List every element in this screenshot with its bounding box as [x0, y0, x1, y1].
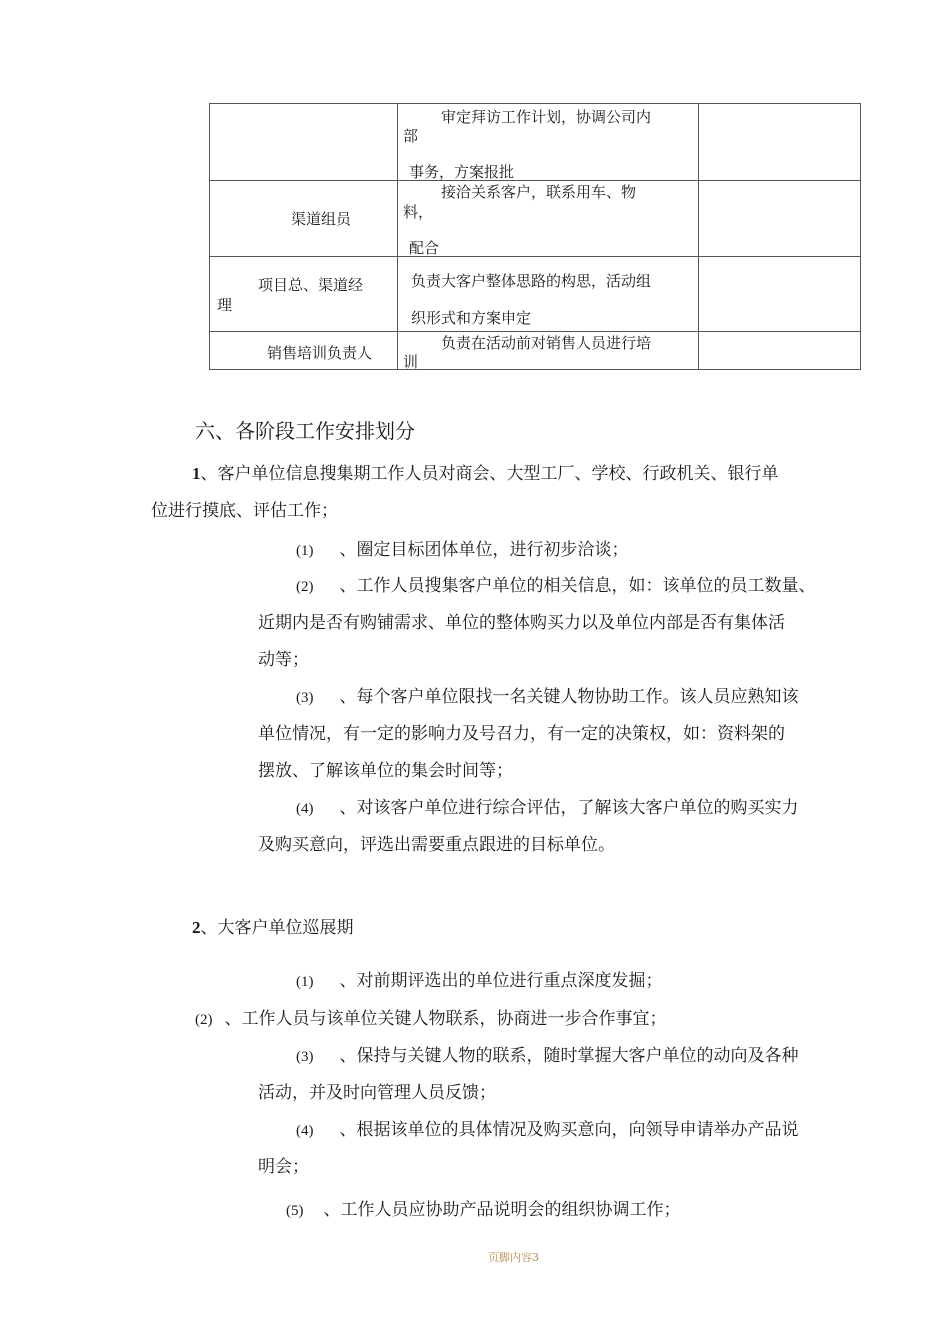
table-cell-duty: 事务，方案报批 [409, 163, 515, 181]
row-divider [210, 180, 860, 181]
part-number: 1 [192, 464, 201, 483]
item-number: (4) [296, 1123, 314, 1139]
item-number: (2) [296, 579, 314, 595]
part1-title [192, 459, 779, 484]
column-divider [397, 104, 398, 369]
item-number: (3) [296, 690, 314, 706]
item-text-cont: 单位情况，有一定的影响力及号召力，有一定的决策权，如：资料架的 [258, 724, 785, 744]
item-number: (5) [286, 1203, 304, 1219]
item-text: 、对前期评选出的单位进行重点深度发掘； [339, 971, 663, 991]
part-title-text: 、客户单位信息搜集期工作人员对商会、大型工厂、学校、行政机关、银行单 [200, 464, 779, 484]
table-cell-role: 项目总、渠道经 [258, 276, 364, 294]
section-heading: 六、各阶段工作安排划分 [195, 419, 415, 443]
list-item [296, 793, 799, 818]
page-footer: 页脚内容3 [488, 1251, 539, 1264]
list-item [296, 966, 663, 991]
table-cell-duty: 训 [403, 353, 419, 371]
table-cell-duty: 负责大客户整体思路的构思，活动组 [411, 272, 652, 290]
table-cell-duty: 接洽关系客户，联系用车、物 [441, 183, 637, 201]
row-divider [210, 331, 860, 332]
table-cell-duty: 部 [403, 127, 419, 145]
item-text: 、每个客户单位限找一名关键人物协助工作。该人员应熟知该 [339, 687, 799, 707]
table-cell-role: 理 [217, 296, 233, 314]
part-title-text: 、大客户单位巡展期 [200, 918, 354, 938]
item-number: (1) [296, 543, 314, 559]
column-divider [698, 104, 699, 369]
row-divider [210, 256, 860, 257]
item-text-cont: 及购买意向，评选出需要重点跟进的目标单位。 [258, 835, 615, 855]
part1-title-cont: 位进行摸底、评估工作； [151, 501, 338, 521]
part2-title [192, 913, 354, 938]
table-cell-duty: 配合 [409, 239, 440, 257]
table-cell-role: 渠道组员 [291, 210, 352, 228]
item-text-cont: 明会； [258, 1157, 309, 1177]
item-text-cont: 活动，并及时向管理人员反馈； [258, 1083, 496, 1103]
list-item [195, 1004, 667, 1029]
list-item [286, 1195, 681, 1220]
item-number: (4) [296, 801, 314, 817]
responsibility-table [209, 103, 861, 370]
item-text: 、对该客户单位进行综合评估，了解该大客户单位的购买实力 [339, 798, 799, 818]
item-number: (2) [195, 1012, 213, 1028]
item-text: 、圈定目标团体单位，进行初步洽谈； [339, 540, 629, 560]
part-number: 2 [192, 918, 201, 937]
table-cell-duty: 审定拜访工作计划，协调公司内 [441, 108, 652, 126]
table-cell-duty: 料， [403, 203, 434, 221]
list-item [296, 1041, 799, 1066]
item-text: 、工作人员与该单位关键人物联系，协商进一步合作事宜； [224, 1009, 667, 1029]
item-text: 、根据该单位的具体情况及购买意向，向领导申请举办产品说 [339, 1120, 799, 1140]
item-text: 、保持与关键人物的联系，随时掌握大客户单位的动向及各种 [339, 1046, 799, 1066]
item-text-cont: 摆放、了解该单位的集会时间等； [258, 761, 513, 781]
item-number: (1) [296, 974, 314, 990]
item-text-cont: 动等； [258, 650, 309, 670]
item-text-cont: 近期内是否有购铺需求、单位的整体购买力以及单位内部是否有集体活 [258, 613, 785, 633]
item-text: 、工作人员应协助产品说明会的组织协调工作； [323, 1200, 681, 1220]
item-text: 、工作人员搜集客户单位的相关信息，如：该单位的员工数量、 [339, 576, 816, 596]
list-item [296, 1115, 799, 1140]
table-cell-role: 销售培训负责人 [267, 344, 373, 362]
list-item [296, 682, 799, 707]
item-number: (3) [296, 1049, 314, 1065]
table-cell-duty: 织形式和方案申定 [411, 309, 532, 327]
list-item [296, 571, 816, 596]
table-cell-duty: 负责在活动前对销售人员进行培 [441, 334, 652, 352]
list-item [296, 535, 629, 560]
